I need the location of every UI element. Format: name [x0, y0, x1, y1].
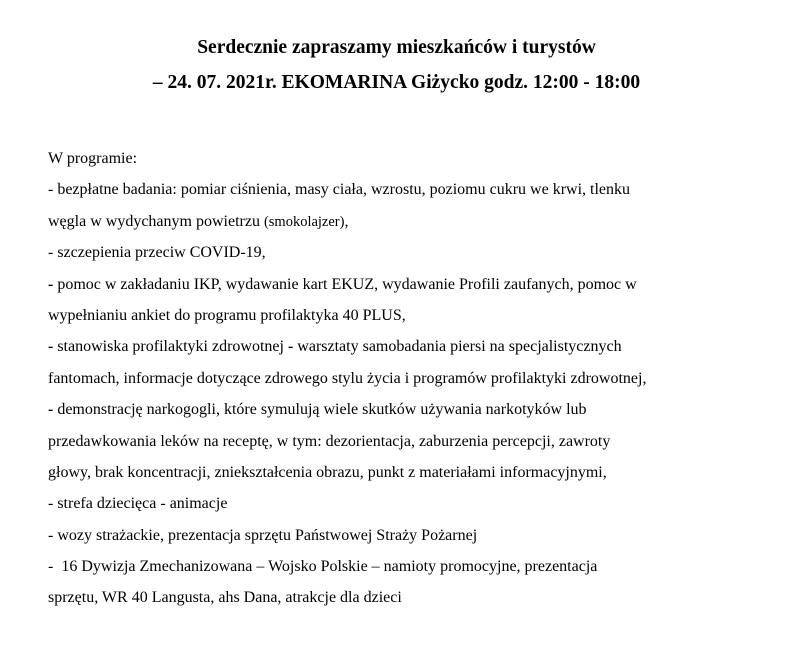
program-item-line: fantomach, informacje dotyczące zdrowego stylu życia i programów profilaktyki zdrowotnej, — [48, 369, 647, 387]
program-item-line — [48, 237, 768, 268]
program-item-line — [48, 269, 768, 300]
item-text: wozy strażackie, prezentacja sprzętu Państwowej Straży Pożarnej — [53, 526, 478, 544]
bullet-dash: - — [48, 338, 54, 356]
program-item-line — [48, 206, 768, 237]
program-item-line: wypełnianiu ankiet do programu profilaktyka 40 PLUS, — [48, 306, 406, 324]
bullet-dash: - — [48, 526, 54, 544]
item-text: demonstrację narkogogli, które symulują wiele skutków używania narkotyków lub — [53, 401, 587, 419]
title-line-1: Serdecznie zapraszamy mieszkańców i turystów — [197, 37, 596, 58]
item-text: 16 Dywizja Zmechanizowana – Wojsko Polskie – namioty promocyjne, prezentacja — [53, 558, 598, 576]
item-text: warsztaty samobadania piersi na specjalistycznych — [293, 338, 622, 356]
item-text-small: (smokolajzer) — [263, 213, 345, 230]
bullet-dash: - — [48, 495, 54, 513]
program-item-line — [48, 331, 768, 362]
program-intro: W programie: — [48, 150, 138, 167]
item-text: szczepienia przeciw COVID-19, — [53, 244, 266, 262]
program-item-line — [48, 174, 768, 205]
program-item-line — [48, 520, 768, 551]
title-line-2: – 24. 07. 2021r. EKOMARINA Giżycko godz. 12:00 - 18:00 — [152, 72, 641, 93]
item-text: bezpłatne badania: pomiar ciśnienia, masy ciała, wzrostu, poziomu cukru we krwi, tlenku — [53, 181, 631, 199]
program-item-line: przedawkowania leków na receptę, w tym: dezorientacja, zaburzenia percepcji, zawroty — [48, 432, 611, 450]
item-text: stanowiska profilaktyki zdrowotnej — [53, 338, 288, 356]
program-item-line — [48, 488, 768, 519]
bullet-dash: - — [287, 338, 294, 356]
program-item-line — [48, 394, 768, 425]
program-item-line — [48, 551, 768, 582]
item-text: węgla w wydychanym powietrzu — [48, 212, 264, 230]
bullet-dash: - — [48, 275, 54, 293]
item-text: , — [344, 212, 349, 230]
bullet-dash: - — [48, 244, 54, 262]
bullet-dash: - — [48, 401, 54, 419]
item-text: strefa dziecięca - animacje — [53, 495, 228, 513]
program-item-line: sprzętu, WR 40 Langusta, ahs Dana, atrakcje dla dzieci — [48, 589, 402, 607]
program-body — [48, 143, 768, 614]
bullet-dash: - — [48, 181, 54, 199]
bullet-dash: - — [48, 558, 54, 576]
item-text: pomoc w zakładaniu IKP, wydawanie kart EKUZ, wydawanie Profili zaufanych, pomoc w — [53, 275, 637, 293]
program-item-line: głowy, brak koncentracji, zniekształcenia obrazu, punkt z materiałami informacyjnymi, — [48, 463, 607, 481]
